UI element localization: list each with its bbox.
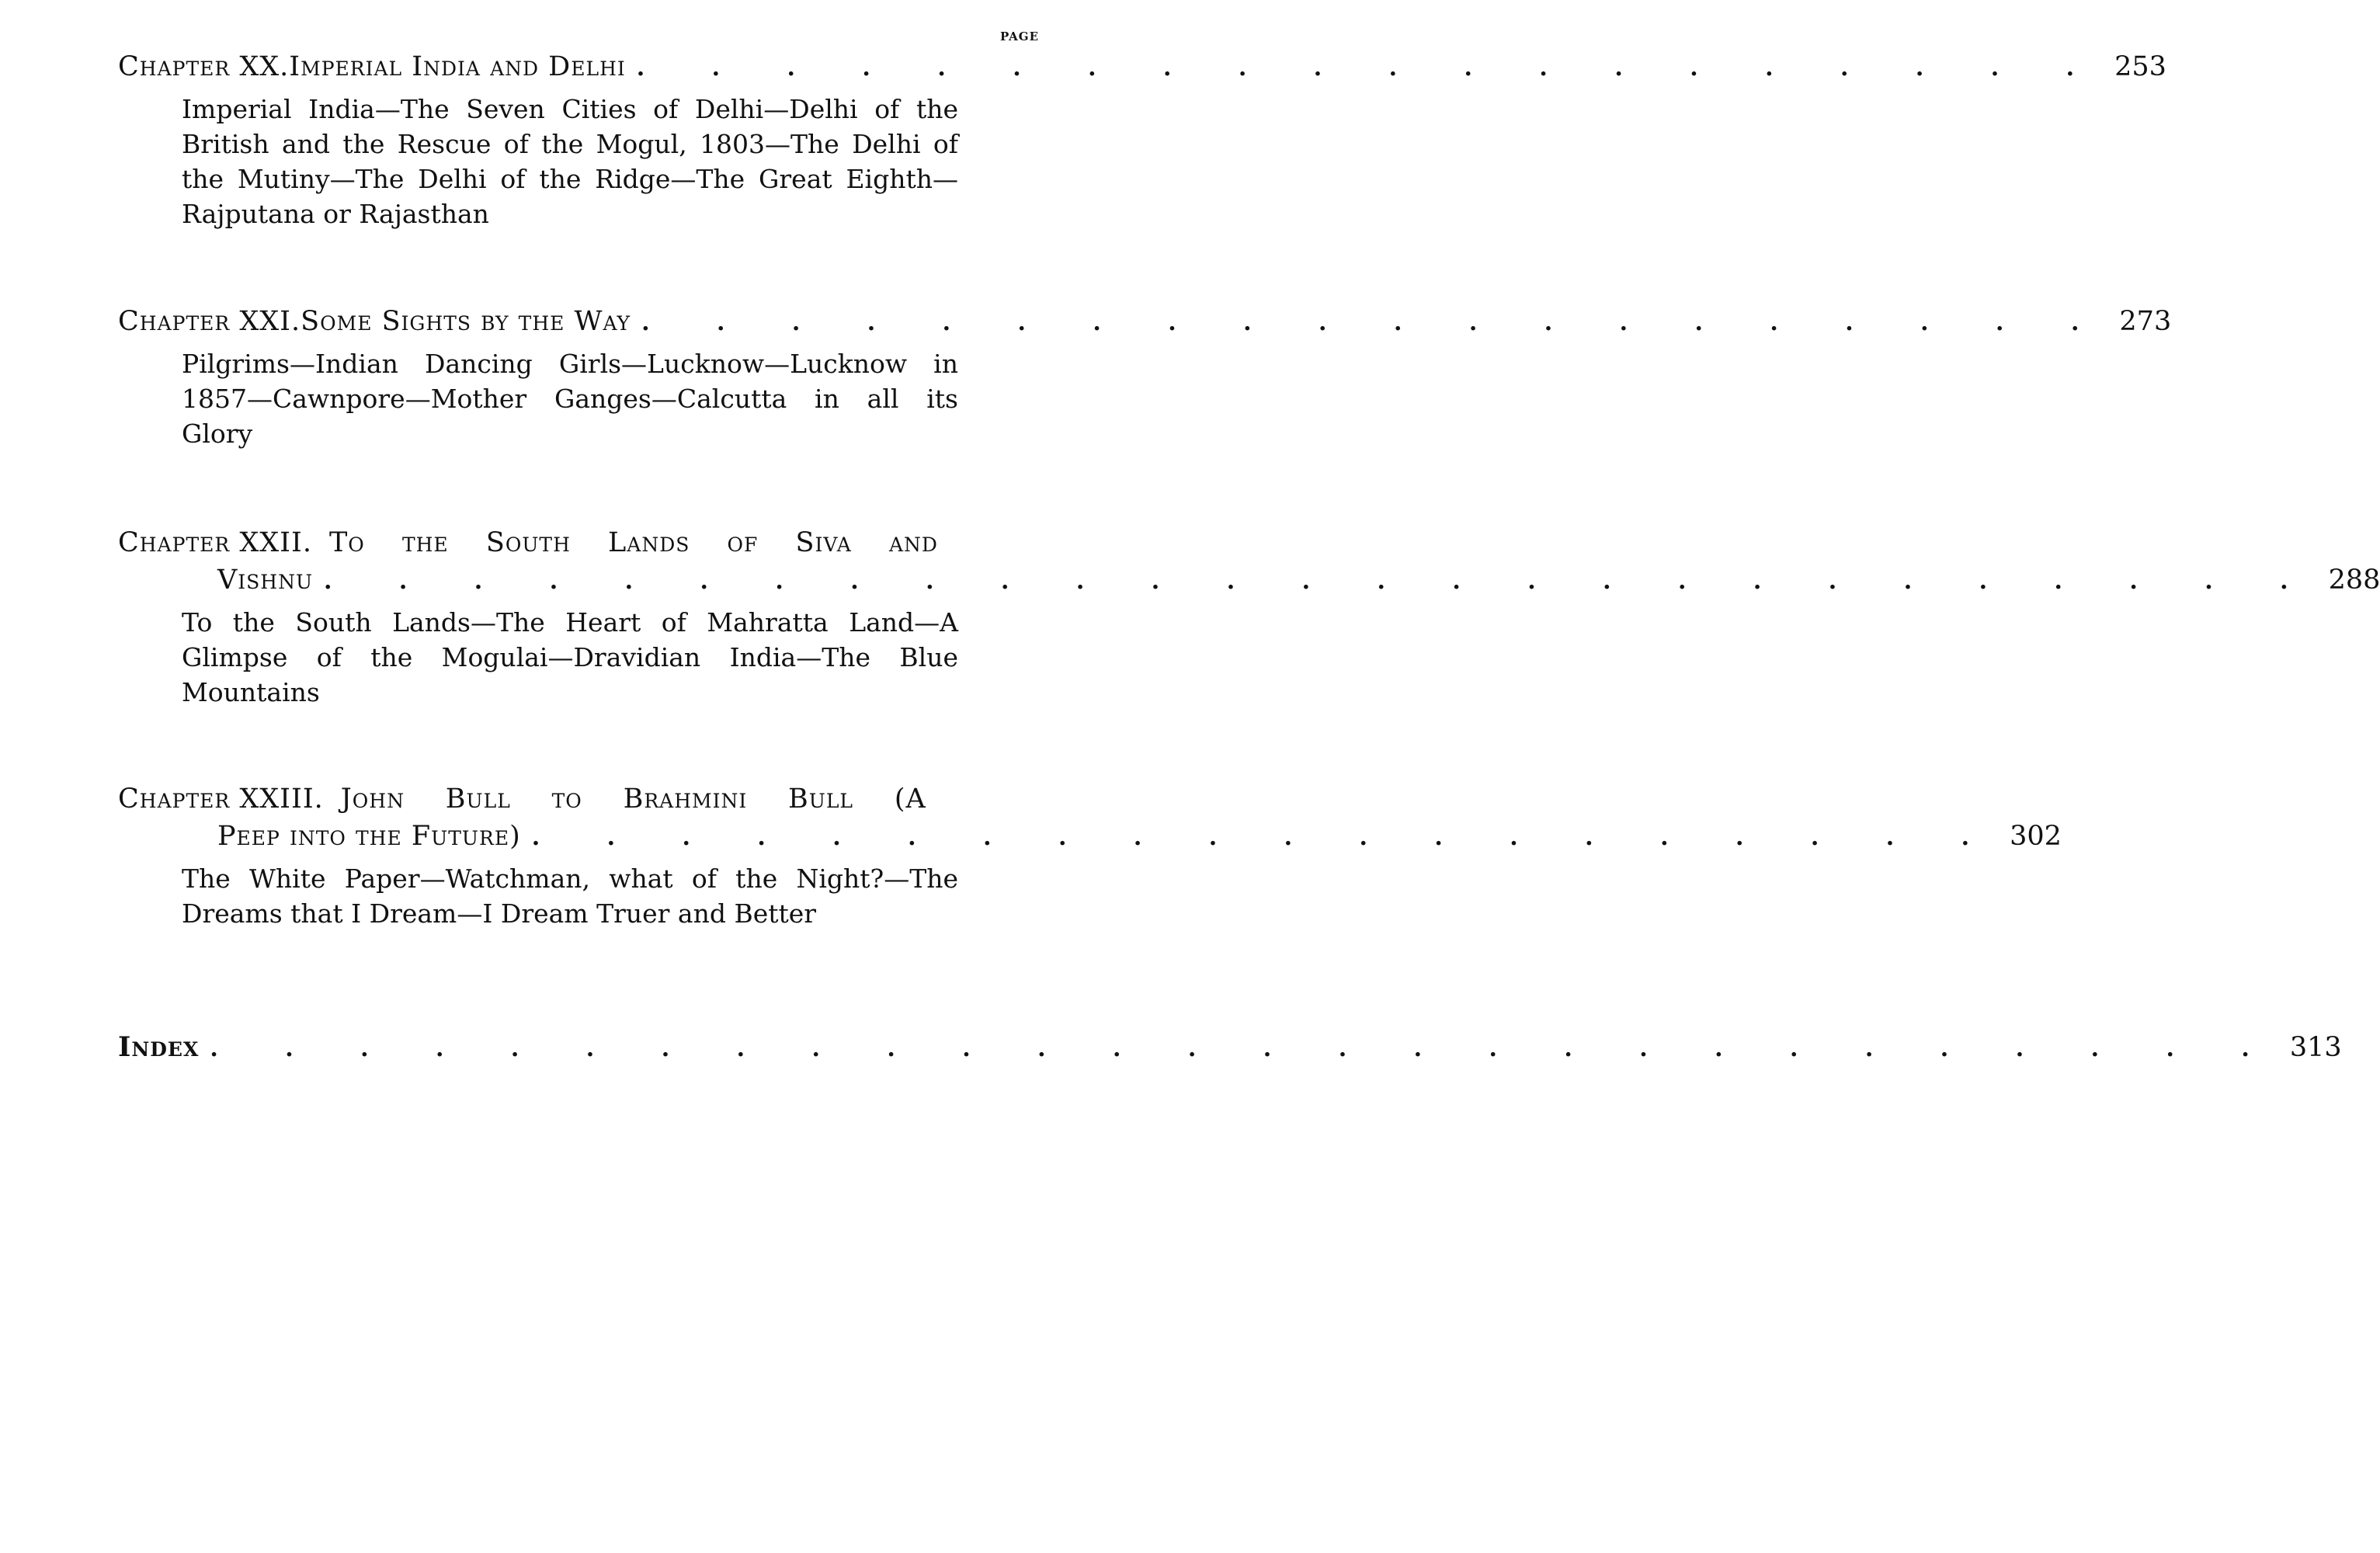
chapter-title-line-2: Vishnu [217,565,314,596]
toc-entry [118,303,2172,451]
chapter-page-number: 273 [2119,306,2172,337]
chapter-heading [118,780,1047,818]
chapter-title-line-1: To the South Lands of Siva and [328,527,938,558]
chapter-heading-continued [118,561,2380,600]
index-label: Index [118,1031,200,1063]
index-heading [118,1029,2342,1068]
chapter-label: Chapter XXII. [118,527,312,558]
chapter-page-number: 253 [2114,51,2166,82]
dot-leaders: . . . . . . . . . . . . . . . . . . . . . . . . . . . . [210,1035,2279,1062]
toc-entry [118,48,2166,231]
chapter-summary: The White Paper—Watchman, what of the Night?—The Dreams that I Dream—I Dream Truer and Better [182,863,958,929]
chapter-summary: Imperial India—The Seven Cities of Delhi—Delhi of the British and the Rescue of the Mogul, 1803—The Delhi of the Mutiny—The Delhi of the Ridge—The Great Eighth—Rajputana or Rajasthan [182,94,958,229]
dot-leaders: . . . . . . . . . . . . . . . . . . . . [636,54,2104,82]
dot-leaders: . . . . . . . . . . . . . . . . . . . . [641,309,2109,336]
chapter-title: Imperial India and Delhi [289,51,626,82]
chapter-heading [118,48,2166,87]
chapter-summary: To the South Lands—The Heart of Mahratta Land—A Glimpse of the Mogulai—Dravidian India—The Blue Mountains [182,607,958,707]
chapter-summary: Pilgrims—Indian Dancing Girls—Lucknow—Lucknow in 1857—Cawnpore—Mother Ganges—Calcutta in all its Glory [182,349,958,449]
chapter-title-line-2: Peep into the Future) [217,821,521,852]
chapter-heading [118,303,2172,342]
page-column-header: PAGE [999,30,1040,43]
toc-entry [118,524,2380,710]
chapter-page-number: 288 [2328,565,2380,596]
toc-index-entry [118,1029,2342,1068]
chapter-title-line-1: John Bull to Brahmini Bull (A [340,783,926,815]
chapter-heading [118,524,1047,561]
chapter-title: Some Sights by the Way [301,306,631,337]
chapter-page-number: 302 [2010,821,2062,852]
toc-entry [118,780,2062,931]
chapter-label: Chapter XXI. [118,306,301,337]
index-page-number: 313 [2289,1032,2342,1063]
chapter-label: Chapter XX. [118,51,290,82]
chapter-label: Chapter XXIII. [118,783,324,815]
dot-leaders: . . . . . . . . . . . . . . . . . . . . [531,824,2000,851]
chapter-heading-continued [118,818,2062,856]
dot-leaders: . . . . . . . . . . . . . . . . . . . . . . . . . . . [324,568,2318,595]
